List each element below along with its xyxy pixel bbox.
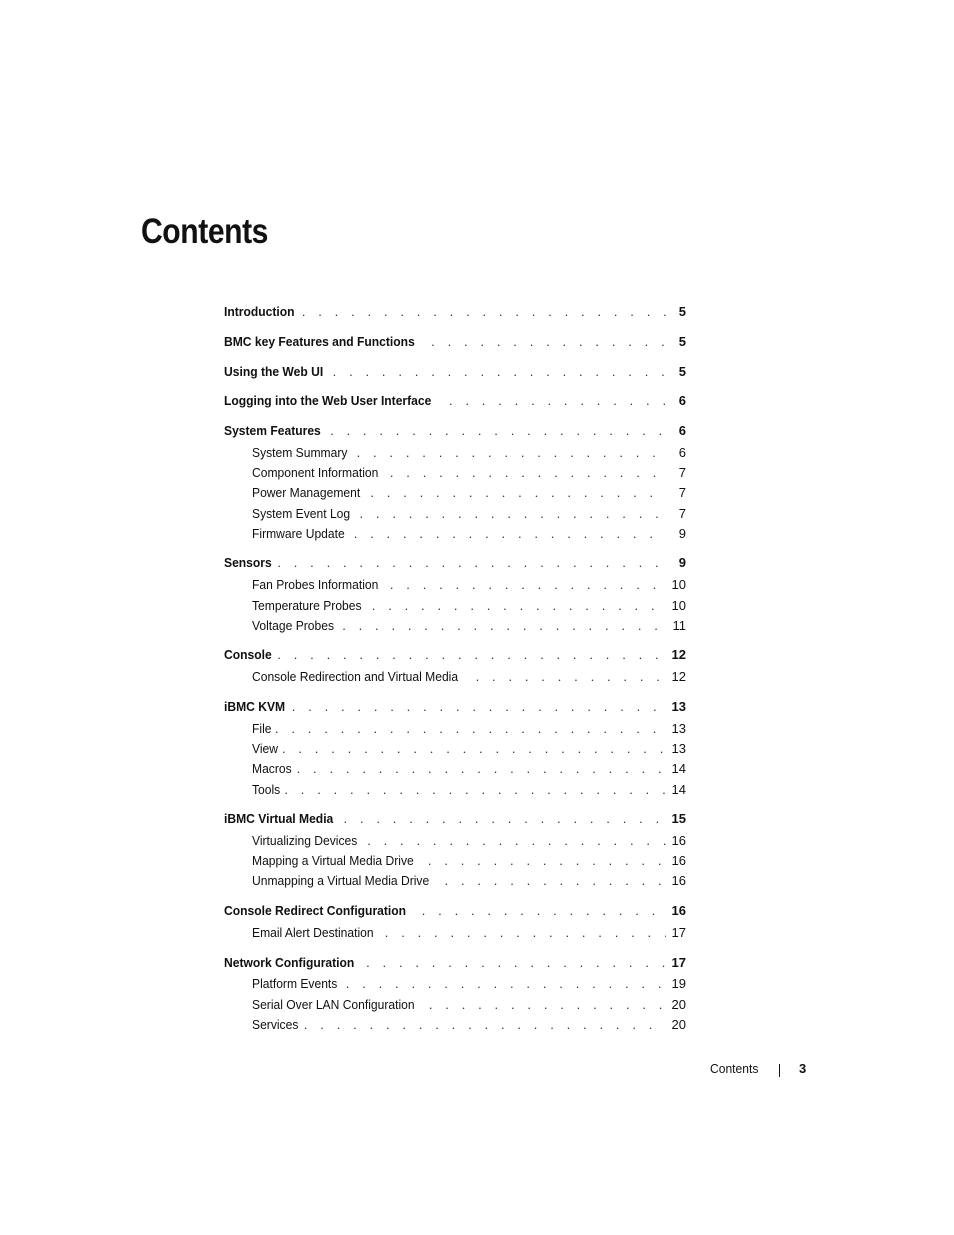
toc-subsection-entry[interactable]	[252, 974, 686, 994]
toc-entry-title: Network Configuration	[224, 955, 355, 970]
toc-entry-title: iBMC Virtual Media	[224, 811, 334, 826]
toc-dot-leader	[366, 953, 665, 973]
toc-entry-page-number: 19	[671, 976, 686, 991]
toc-dot-leader	[390, 575, 666, 595]
toc-dot-leader	[297, 759, 666, 779]
toc-entry-title: Console	[224, 647, 272, 662]
toc-entry-title: System Summary	[252, 445, 348, 460]
toc-entry-page-number: 16	[671, 853, 686, 868]
toc-entry-page-number: 5	[678, 334, 686, 349]
toc-subsection-entry[interactable]	[252, 504, 686, 524]
toc-dot-leader	[275, 719, 666, 739]
toc-entry-title: Console Redirection and Virtual Media	[252, 669, 459, 684]
toc-entry-title: File	[252, 721, 272, 736]
toc-subsection-entry[interactable]	[252, 871, 686, 891]
toc-entry-page-number: 6	[678, 445, 686, 460]
toc-section-entry[interactable]	[224, 697, 686, 717]
toc-entry-page-number: 13	[671, 699, 686, 714]
footer-page-number: 3	[799, 1061, 807, 1076]
toc-entry-title: Console Redirect Configuration	[224, 903, 407, 918]
toc-dot-leader	[282, 739, 666, 759]
toc-subsection-entry[interactable]	[252, 616, 686, 636]
toc-dot-leader	[370, 483, 666, 503]
footer-divider	[779, 1064, 780, 1077]
toc-dot-leader	[342, 616, 666, 636]
toc-dot-leader	[357, 443, 666, 463]
toc-entry-title: System Features	[224, 423, 321, 438]
toc-subsection-entry[interactable]	[252, 596, 686, 616]
toc-entry-title: Unmapping a Virtual Media Drive	[252, 873, 430, 888]
toc-entry-page-number: 7	[678, 465, 686, 480]
toc-entry-page-number: 12	[671, 669, 686, 684]
toc-dot-leader	[277, 645, 665, 665]
toc-entry-page-number: 16	[671, 833, 686, 848]
toc-entry-title: Power Management	[252, 485, 361, 500]
toc-entry-page-number: 20	[671, 1017, 686, 1032]
toc-section-entry[interactable]	[224, 302, 686, 322]
toc-entry-title: System Event Log	[252, 506, 351, 521]
toc-subsection-entry[interactable]	[252, 831, 686, 851]
toc-dot-leader	[354, 524, 666, 544]
toc-subsection-entry[interactable]	[252, 995, 686, 1015]
toc-entry-page-number: 9	[678, 555, 686, 570]
footer-label: Contents	[710, 1061, 759, 1076]
toc-dot-leader	[344, 809, 666, 829]
toc-entry-title: Firmware Update	[252, 526, 345, 541]
toc-dot-leader	[277, 553, 666, 573]
toc-entry-title: iBMC KVM	[224, 699, 286, 714]
toc-dot-leader	[333, 362, 666, 382]
toc-entry-title: Mapping a Virtual Media Drive	[252, 853, 414, 868]
toc-entry-page-number: 5	[678, 304, 686, 319]
toc-entry-title: Tools	[252, 782, 281, 797]
toc-section-entry[interactable]	[224, 553, 686, 573]
toc-dot-leader	[330, 421, 666, 441]
toc-entry-title: Logging into the Web User Interface	[224, 393, 432, 408]
toc-section-entry[interactable]	[224, 391, 686, 411]
toc-entry-page-number: 15	[671, 811, 686, 826]
toc-entry-page-number: 16	[671, 903, 686, 918]
toc-entry-title: Services	[252, 1017, 299, 1032]
toc-entry-title: Serial Over LAN Configuration	[252, 997, 415, 1012]
toc-subsection-entry[interactable]	[252, 719, 686, 739]
toc-subsection-entry[interactable]	[252, 759, 686, 779]
toc-subsection-entry[interactable]	[252, 739, 686, 759]
toc-dot-leader	[476, 667, 666, 687]
toc-entry-page-number: 16	[671, 873, 686, 888]
toc-dot-leader	[360, 504, 667, 524]
toc-entry-page-number: 6	[678, 423, 686, 438]
toc-dot-leader	[385, 923, 666, 943]
toc-entry-page-number: 11	[672, 618, 686, 633]
toc-subsection-entry[interactable]	[252, 524, 686, 544]
toc-dot-leader	[302, 302, 666, 322]
toc-entry-title: View	[252, 741, 278, 756]
toc-subsection-entry[interactable]	[252, 1015, 686, 1035]
toc-entry-page-number: 17	[671, 955, 686, 970]
toc-dot-leader	[422, 901, 666, 921]
toc-section-entry[interactable]	[224, 332, 686, 352]
toc-entry-page-number: 12	[671, 647, 686, 662]
toc-section-entry[interactable]	[224, 901, 686, 921]
toc-section-entry[interactable]	[224, 953, 686, 973]
toc-entry-page-number: 9	[678, 526, 686, 541]
toc-entry-page-number: 13	[671, 741, 686, 756]
toc-entry-page-number: 7	[678, 485, 686, 500]
toc-entry-page-number: 10	[671, 577, 686, 592]
toc-subsection-entry[interactable]	[252, 483, 686, 503]
toc-dot-leader	[428, 851, 666, 871]
toc-entry-title: Fan Probes Information	[252, 577, 379, 592]
toc-subsection-entry[interactable]	[252, 443, 686, 463]
toc-entry-page-number: 7	[678, 506, 686, 521]
toc-entry-page-number: 6	[678, 393, 686, 408]
toc-entry-page-number: 14	[671, 761, 686, 776]
toc-subsection-entry[interactable]	[252, 575, 686, 595]
toc-dot-leader	[292, 697, 666, 717]
toc-dot-leader	[390, 463, 666, 483]
toc-entry-page-number: 10	[671, 598, 686, 613]
toc-section-entry[interactable]	[224, 421, 686, 441]
toc-entry-title: Sensors	[224, 555, 272, 570]
toc-section-entry[interactable]	[224, 362, 686, 382]
page-title: Contents	[141, 212, 268, 251]
toc-dot-leader	[372, 596, 666, 616]
toc-subsection-entry[interactable]	[252, 667, 686, 687]
toc-dot-leader	[429, 995, 666, 1015]
toc-entry-title: BMC key Features and Functions	[224, 334, 415, 349]
toc-entry-title: Email Alert Destination	[252, 925, 374, 940]
toc-dot-leader	[445, 871, 666, 891]
toc-entry-title: Using the Web UI	[224, 364, 324, 379]
toc-section-entry[interactable]	[224, 645, 686, 665]
toc-entry-title: Component Information	[252, 465, 379, 480]
toc-dot-leader	[284, 780, 665, 800]
toc-dot-leader	[449, 391, 666, 411]
toc-entry-title: Introduction	[224, 304, 295, 319]
toc-entry-page-number: 13	[671, 721, 686, 736]
toc-entry-page-number: 14	[671, 782, 686, 797]
toc-dot-leader	[304, 1015, 666, 1035]
toc-entry-page-number: 5	[678, 364, 686, 379]
toc-entry-page-number: 17	[671, 925, 686, 940]
toc-subsection-entry[interactable]	[252, 851, 686, 871]
toc-subsection-entry[interactable]	[252, 463, 686, 483]
page-footer	[0, 1061, 954, 1081]
toc-section-entry[interactable]	[224, 809, 686, 829]
toc-dot-leader	[367, 831, 665, 851]
toc-entry-page-number: 20	[671, 997, 686, 1012]
toc-subsection-entry[interactable]	[252, 923, 686, 943]
toc-entry-title: Macros	[252, 761, 292, 776]
toc-entry-title: Voltage Probes	[252, 618, 335, 633]
toc-dot-leader	[346, 974, 666, 994]
toc-entry-title: Virtualizing Devices	[252, 833, 358, 848]
toc-entry-title: Temperature Probes	[252, 598, 362, 613]
toc-subsection-entry[interactable]	[252, 780, 686, 800]
toc-dot-leader	[431, 332, 666, 352]
toc-entry-title: Platform Events	[252, 976, 338, 991]
